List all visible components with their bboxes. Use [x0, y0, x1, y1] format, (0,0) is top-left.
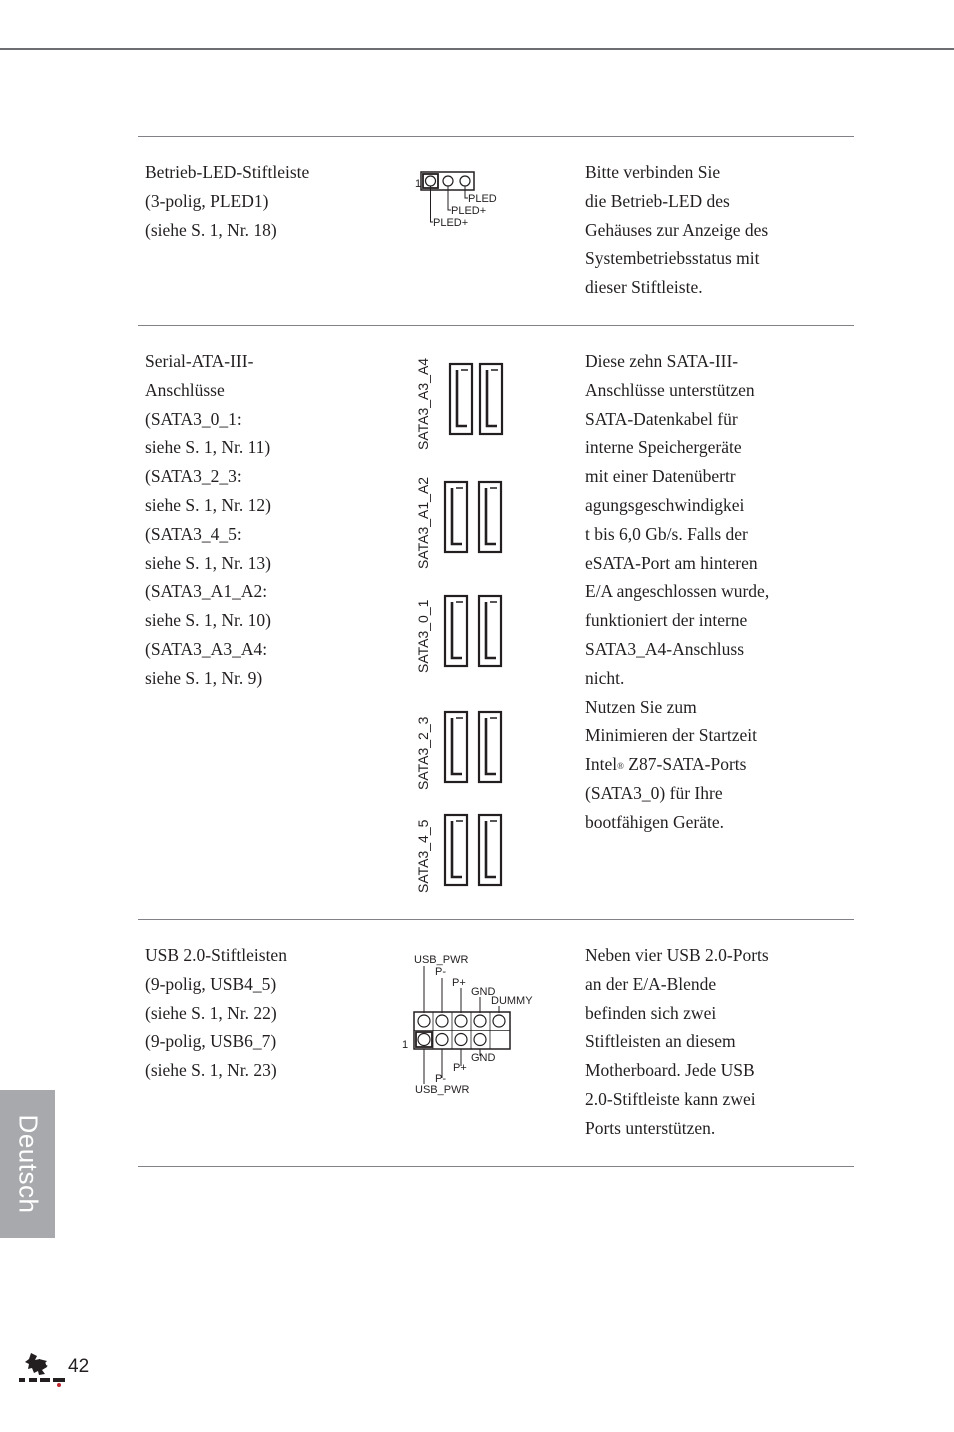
pin: [443, 176, 453, 186]
usb-header-diagram: [398, 948, 540, 1098]
text-line: siehe S. 1, Nr. 10): [145, 610, 271, 631]
pin: [460, 176, 470, 186]
text-line: SATA3_A4-Anschluss: [585, 638, 745, 659]
text-line: (9-polig, USB6_7): [145, 1031, 277, 1052]
table-bottom-rule: [138, 1166, 854, 1167]
row-divider-1: [138, 325, 854, 326]
sata-port: [445, 596, 467, 666]
sata-port: [479, 482, 501, 552]
pin1-label: 1: [402, 1039, 409, 1051]
table-top-rule: [138, 136, 854, 137]
text-line: (SATA3_2_3:: [145, 466, 242, 487]
text-line-intel: [585, 750, 769, 779]
pin-label-usb-pwr: USB_PWR: [414, 954, 469, 966]
pin-label-usb-pwr-bottom: USB_PWR: [415, 1084, 470, 1096]
port-label-sata3-a1-a2: SATA3_A1_A2: [415, 476, 431, 569]
text-line: Anschlüsse unterstützen: [585, 379, 755, 400]
sata-port: [445, 815, 467, 885]
text-line: (SATA3_0_1:: [145, 408, 242, 429]
pin-label-gnd: GND: [471, 986, 496, 998]
logo-wordmark: [37, 1377, 40, 1383]
text-line: siehe S. 1, Nr. 11): [145, 437, 271, 458]
pin-label-dummy: DUMMY: [491, 995, 533, 1007]
text-line: Neben vier USB 2.0-Ports: [585, 945, 769, 965]
text-line: (SATA3_A1_A2:: [145, 581, 268, 602]
pin: [455, 1015, 467, 1027]
text-line: an der E/A-Blende: [585, 973, 717, 994]
sata-port: [479, 596, 501, 666]
text-line: Stiftleisten an diesem: [585, 1031, 736, 1052]
port-label-sata3-2-3: SATA3_2_3: [415, 716, 431, 790]
intel-suffix: Z87-SATA-Ports: [623, 754, 747, 775]
pin-label: PLED: [468, 193, 497, 205]
sata-label: [145, 347, 271, 693]
sata-port: [445, 482, 467, 552]
language-tab: [0, 1090, 55, 1238]
pin: [436, 1015, 448, 1027]
text-line: (SATA3_0) für Ihre: [585, 782, 723, 803]
text-line: Anschlüsse: [145, 379, 225, 400]
text-line: (3-polig, PLED1): [145, 190, 269, 211]
pin-label-p-plus: P+: [452, 977, 466, 989]
logo-wordmark: [50, 1377, 53, 1383]
registered-mark: ®: [617, 761, 624, 772]
text-line: USB 2.0-Stiftleisten: [145, 945, 287, 965]
intel-prefix: Intel: [585, 754, 618, 775]
text-line: die Betrieb-LED des: [585, 190, 730, 211]
pin: [418, 1015, 430, 1027]
text-line: befinden sich zwei: [585, 1002, 717, 1023]
pin1-label: 1: [415, 178, 422, 190]
text-line: Ports unterstützen.: [585, 1117, 716, 1138]
text-line: Serial-ATA-III-: [145, 351, 254, 371]
pin-label-gnd-bottom: GND: [471, 1052, 496, 1064]
text-line: Systembetriebsstatus mit: [585, 248, 760, 269]
text-line: bootfähigen Geräte.: [585, 811, 724, 832]
pled-label: [145, 158, 309, 244]
row-divider-2: [138, 919, 854, 920]
page-number: 42: [68, 1356, 90, 1377]
sata-description: [585, 347, 769, 837]
text-line: siehe S. 1, Nr. 13): [145, 552, 271, 573]
language-tab-label: Deutsch: [13, 1114, 43, 1214]
text-line: (siehe S. 1, Nr. 22): [145, 1002, 277, 1023]
pin-label: PLED+: [451, 205, 487, 217]
port-label-sata3-a3-a4: SATA3_A3_A4: [415, 357, 431, 450]
text-line: agungsgeschwindigkei: [585, 494, 745, 515]
pin: [474, 1034, 486, 1046]
sata-ports-diagram: [405, 355, 515, 900]
text-line: (SATA3_A3_A4:: [145, 638, 268, 659]
text-line: (siehe S. 1, Nr. 18): [145, 219, 277, 240]
text-line: Bitte verbinden Sie: [585, 162, 721, 182]
text-line: Motherboard. Jede USB: [585, 1060, 755, 1081]
text-line: Nutzen Sie zum: [585, 696, 697, 717]
logo-wordmark: [25, 1377, 29, 1383]
usb-label: [145, 941, 287, 1085]
sata-port: [480, 364, 502, 434]
text-line: SATA-Datenkabel für: [585, 408, 738, 429]
text-line: mit einer Datenübertr: [585, 466, 736, 487]
brand-logo: [17, 1349, 67, 1389]
text-line: siehe S. 1, Nr. 9): [145, 667, 263, 688]
text-line: 2.0-Stiftleiste kann zwei: [585, 1088, 756, 1109]
text-line: siehe S. 1, Nr. 12): [145, 494, 271, 515]
pin: [418, 1034, 430, 1046]
header-rule: [0, 48, 954, 50]
pin: [493, 1015, 505, 1027]
usb-description: [585, 941, 769, 1143]
text-line: (SATA3_4_5:: [145, 523, 242, 544]
text-line: Gehäuses zur Anzeige des: [585, 219, 769, 240]
text-line: t bis 6,0 Gb/s. Falls der: [585, 523, 748, 544]
pin-label-p-minus: P-: [435, 966, 446, 978]
sata-port: [479, 815, 501, 885]
text-line: (siehe S. 1, Nr. 23): [145, 1060, 277, 1081]
text-line: Diese zehn SATA-III-: [585, 351, 739, 371]
pin: [455, 1034, 467, 1046]
text-line: funktioniert der interne: [585, 610, 748, 631]
sata-port: [450, 364, 472, 434]
port-label-sata3-0-1: SATA3_0_1: [415, 599, 431, 673]
pin-label-p-minus-bottom: P-: [435, 1073, 446, 1085]
pin: [436, 1034, 448, 1046]
text-line: interne Speichergeräte: [585, 437, 742, 458]
text-line: E/A angeschlossen wurde,: [585, 581, 770, 602]
port-label-sata3-4-5: SATA3_4_5: [415, 819, 431, 893]
text-line: dieser Stiftleiste.: [585, 277, 703, 298]
pled-header-diagram: [410, 168, 510, 232]
pin-label-p-plus-bottom: P+: [453, 1062, 467, 1074]
text-line: nicht.: [585, 667, 625, 688]
pin-label: PLED+: [433, 217, 469, 229]
text-line: Betrieb-LED-Stiftleiste: [145, 162, 310, 182]
pin: [474, 1015, 486, 1027]
logo-accent: [57, 1383, 61, 1387]
text-line: Minimieren der Startzeit: [585, 725, 758, 746]
sata-port: [479, 712, 501, 782]
text-line: (9-polig, USB4_5): [145, 973, 277, 994]
pin: [426, 176, 436, 186]
pled-description: [585, 158, 768, 302]
sata-port: [445, 712, 467, 782]
text-line: eSATA-Port am hinteren: [585, 552, 758, 573]
